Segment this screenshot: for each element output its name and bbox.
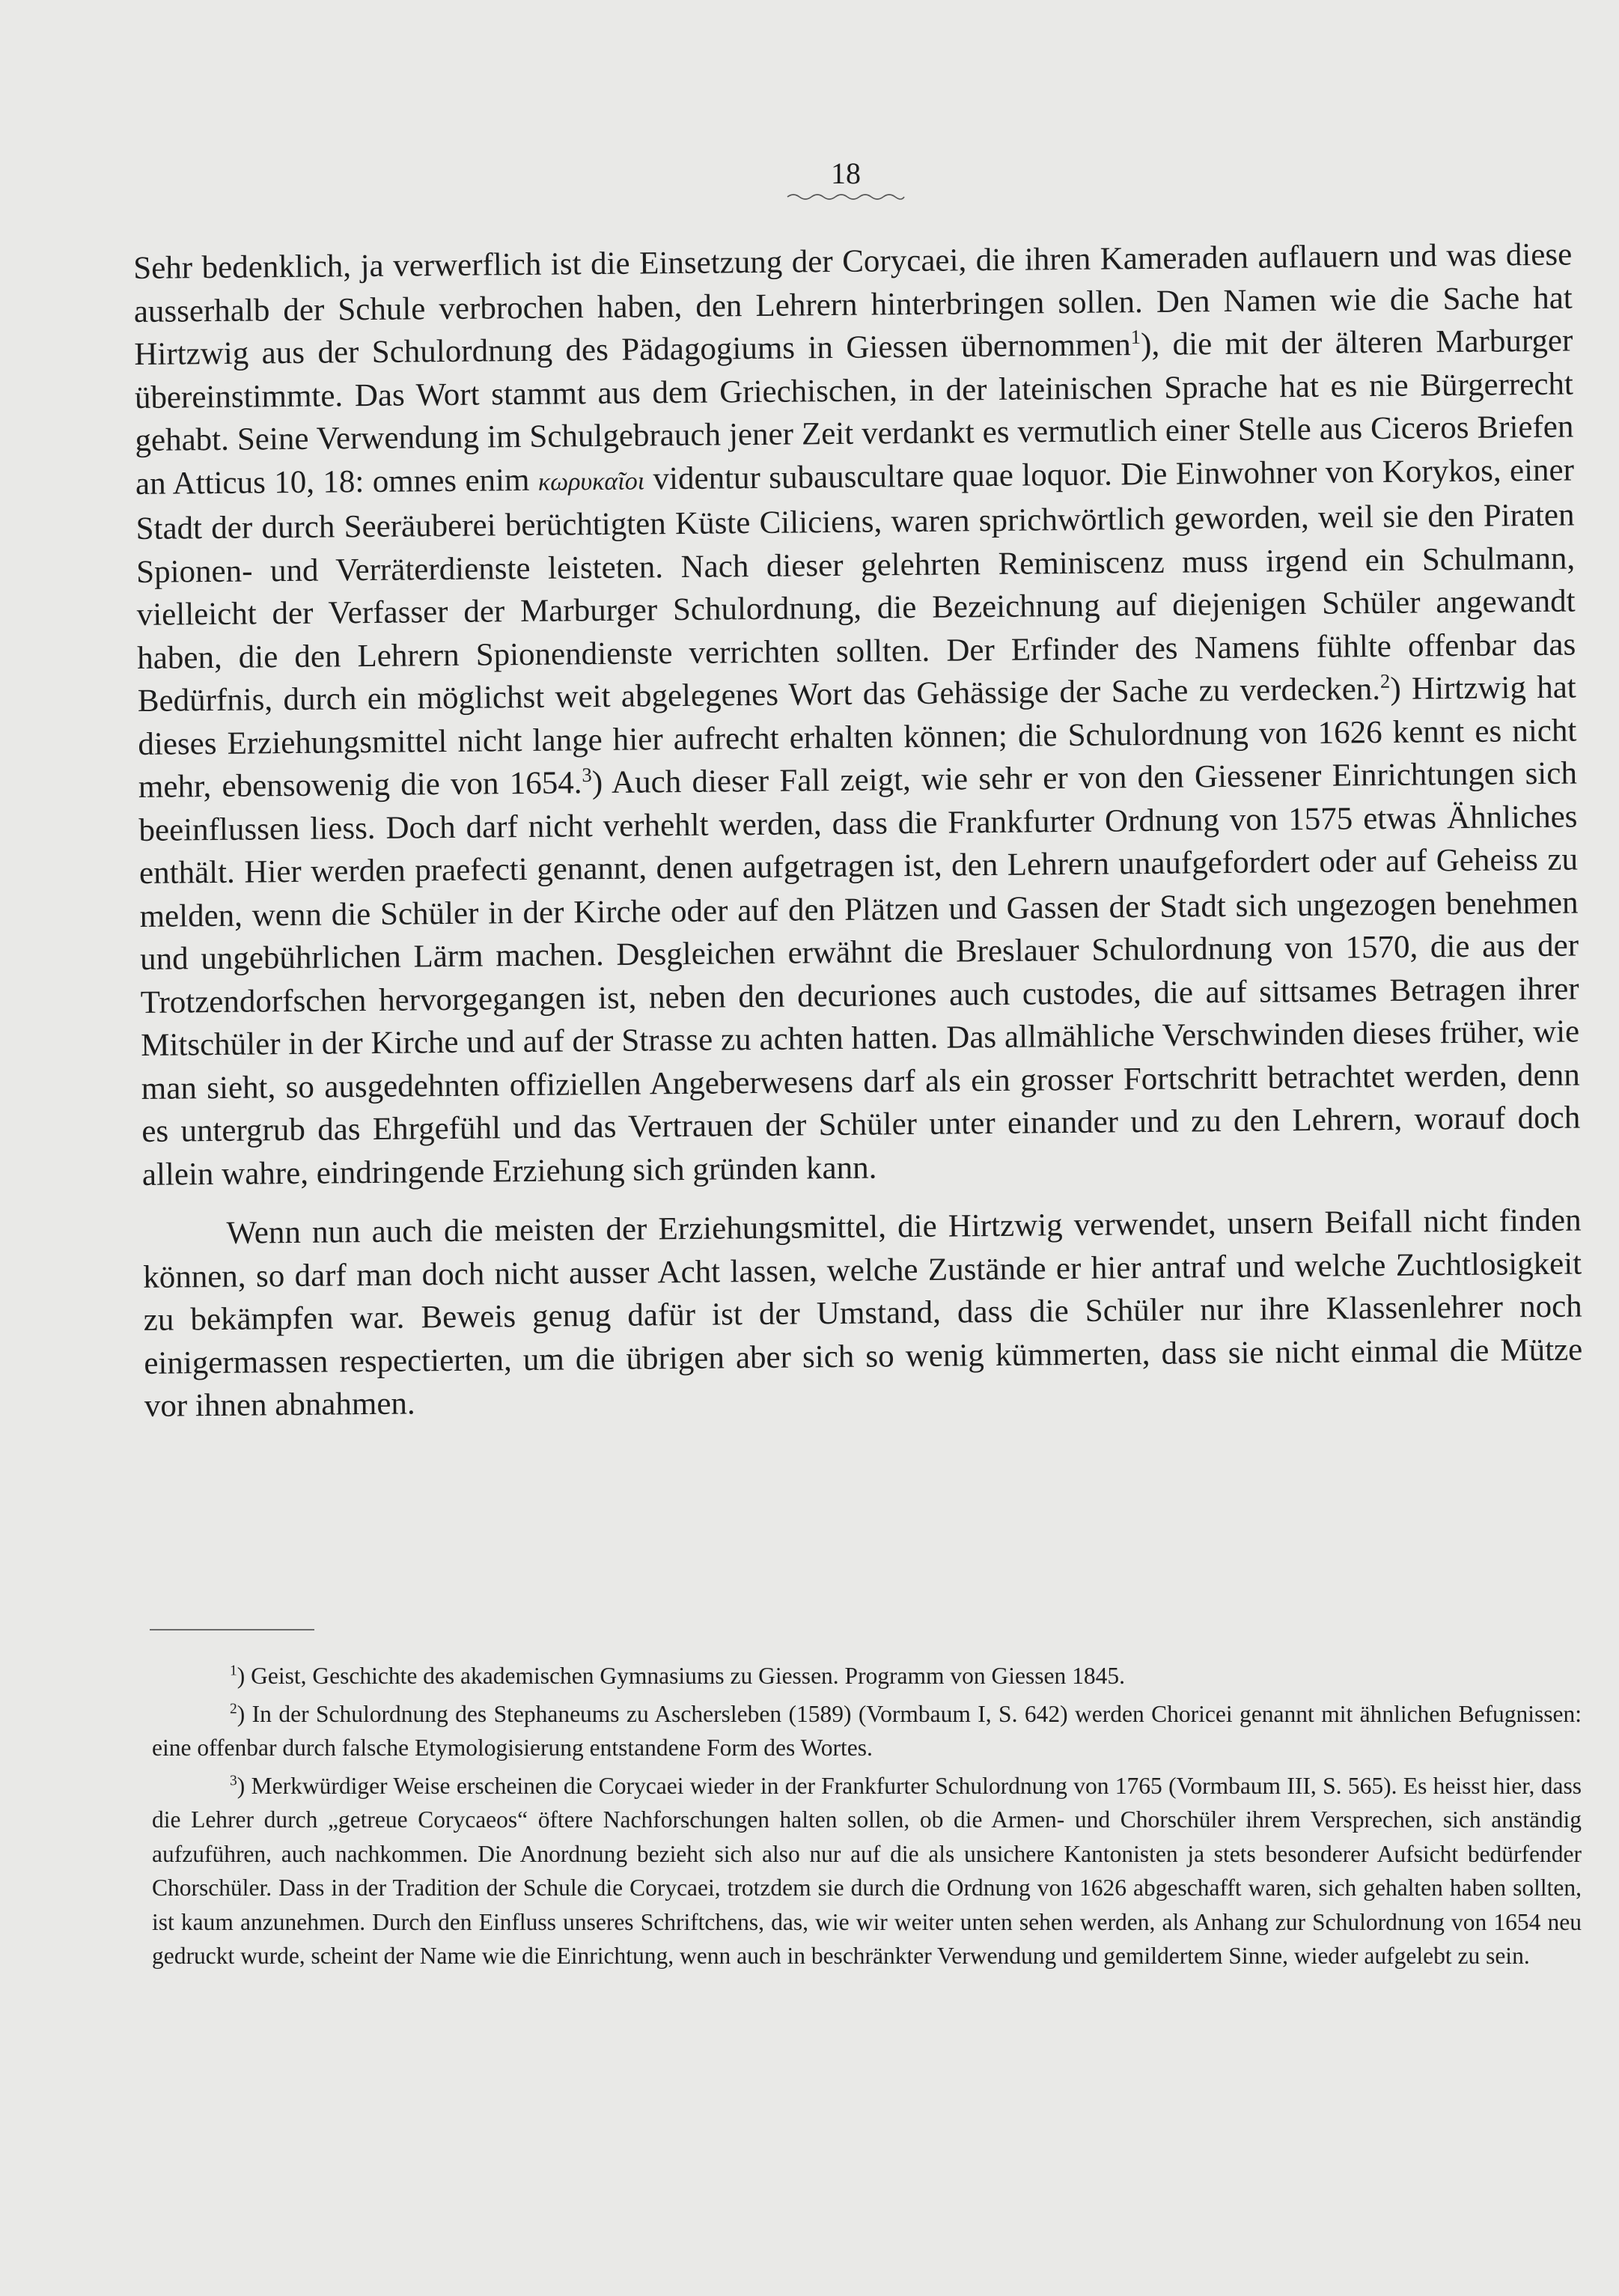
page-number: 18 — [831, 156, 861, 190]
greek-word: κωρυκαῖοι — [537, 466, 645, 496]
paragraph-1-part-2: ), die mit der älteren Marburger übereinstimmte. Das Wort stammt aus dem Griechischen, in der lateinischen Sprache hat es nie Bürgerrecht gehabt. Seine Verwendung im Schulgebrauch jener Zeit verdankt es vermutlich einer Stelle aus Ciceros Briefen an Atticus 10, 18: omnes enim — [134, 323, 1574, 502]
footnote-marker: 3 — [230, 1773, 237, 1788]
footnote-text: ) Merkwürdiger Weise erscheinen die Corycaei wieder in der Frankfurter Schulordnung von 1765 (Vormbaum III, S. 565). Es heisst hier, dass die Lehrer durch „getreue Corycaeos“ öftere Nachforschungen halten sollen, ob die Armen- und Chorschüler ihrem Versprechen, sich anständig aufzuführen, auch nachkommen. Die Anordnung bezieht sich also nur auf die als unsichere Kantonisten ja stets besonderer Aufsicht bedürfender Chorschüler. Dass in der Tradition der Schule die Corycaei, trotzdem sie durch die Ordnung von 1626 abgeschafft waren, sich gehalten haben sollten, ist kaum anzunehmen. Durch den Einfluss unseres Schriftchens, das, wie wir weiter unten sehen werden, als Anhang zur Schulordnung von 1654 neu gedruckt wurde, scheint der Name wie die Einrichtung, wenn auch in beschränkter Verwendung und gemildertem Sinne, wieder aufgelebt zu sein. — [152, 1772, 1582, 1969]
footnote-2 — [152, 1697, 1582, 1765]
footnote-1 — [152, 1659, 1582, 1693]
paragraph-1 — [133, 234, 1581, 1196]
paragraph-1-part-5: ) Auch dieser Fall zeigt, wie sehr er von den Giessener Einrichtungen sich beeinflussen liess. Doch darf nicht verhehlt werden, dass die Frankfurter Ordnung von 1575 etwas Ähnliches enthält. Hier werden praefecti genannt, denen aufgetragen ist, den Lehrern unaufgefordert oder auf Geheiss zu melden, wenn die Schüler in der Kirche oder auf den Plätzen und Gassen der Stadt sich ungezogen benehmen und ungebührlichen Lärm machen. Desgleichen erwähnt die Breslauer Schulordnung von 1570, die aus der Trotzendorfschen hervorgegangen ist, neben den decuriones auch custodes, die auf sittsames Betragen ihrer Mitschüler in der Kirche und auf der Strasse zu achten hatten. Das allmähliche Verschwinden dieses früher, wie man sieht, so ausgedehnten offiziellen Angeberwesens darf als ein grosser Fortschritt betrachtet werden, denn es untergrub das Ehrgefühl und das Vertrauen der Schüler unter einander und zu den Lehrern, worauf doch allein wahre, eindringende Erziehung sich gründen kann. — [138, 755, 1581, 1193]
footnotes — [152, 1659, 1582, 1977]
paragraph-1-part-3: videntur subauscultare quae loquor. Die Einwohner von Korykos, einer Stadt der durch Seeräuberei berüchtigten Küste Ciliciens, waren sprichwörtlich geworden, weil sie den Piraten Spionen- und Verräterdienste leisteten. Nach dieser gelehrten Reminiscenz muss irgend ein Schulmann, vielleicht der Verfasser der Marburger Schulordnung, die Bezeichnung auf diejenigen Schüler angewandt haben, die den Lehrern Spionendienste verrichten sollten. Der Erfinder des Namens fühlte offenbar das Bedürfnis, durch ein möglichst weit abgelegenes Wort das Gehässige der Sache zu verdecken. — [135, 452, 1576, 719]
footnote-3 — [152, 1769, 1582, 1973]
footnote-marker: 2 — [230, 1701, 237, 1717]
paragraph-1-part-1: Sehr bedenklich, ja verwerflich ist die Einsetzung der Corycaei, die ihren Kameraden auflauern und was diese ausserhalb der Schule verbrochen haben, den Lehrern hinterbringen sollen. Den Namen wie die Sache hat Hirtzwig aus der Schulordnung des Pädagogiums in Giessen übernommen — [133, 237, 1573, 372]
paragraph-2: Wenn nun auch die meisten der Erziehungsmittel, die Hirtzwig verwendet, unsern Beifall nicht finden können, so darf man doch nicht ausser Acht lassen, welche Zustände er hier antraf und welche Zuchtlosigkeit zu bekämpfen war. Beweis genug dafür ist der Umstand, dass die Schüler nur ihre Klassenlehrer noch einigermassen respectierten, um die übrigen aber sich so wenig kümmerten, dass sie nicht einmal die Mütze vor ihnen abnahmen. — [142, 1202, 1583, 1424]
page-number-ornament — [786, 192, 906, 202]
footnote-marker: 1 — [230, 1663, 237, 1679]
footnote-divider — [150, 1629, 314, 1630]
main-text — [133, 234, 1583, 1428]
footnote-text: ) In der Schulordnung des Stephaneums zu Aschersleben (1589) (Vormbaum I, S. 642) werden Choricei genannt mit ähnlichen Befugnissen: eine offenbar durch falsche Etymologisierung entstandene Form des Wortes. — [152, 1700, 1582, 1761]
footnote-ref-3: 3 — [582, 763, 592, 786]
footnote-ref-2: 2 — [1379, 669, 1391, 692]
footnote-ref-1: 1 — [1130, 325, 1141, 348]
paragraph-1-part-4: ) Hirtzwig hat dieses Erziehungsmittel nicht lange hier aufrecht erhalten können; die Schulordnung von 1626 kennt es nicht mehr, ebensowenig die von 1654. — [138, 669, 1577, 805]
footnote-text: ) Geist, Geschichte des akademischen Gymnasiums zu Giessen. Programm von Giessen 1845. — [237, 1663, 1126, 1689]
